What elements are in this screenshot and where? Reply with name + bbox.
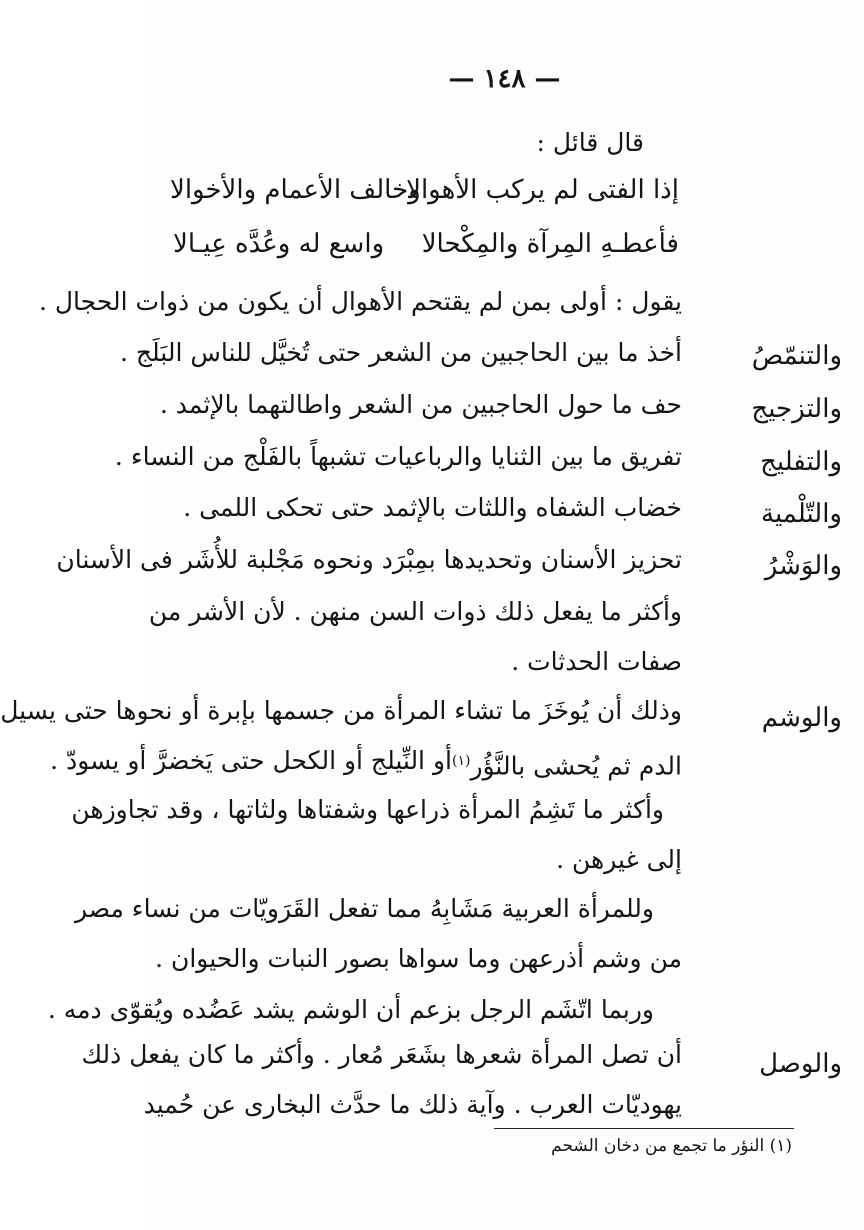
footnote-reference: (١) xyxy=(451,753,471,769)
verse-1-second-hemistich: وخالف الأعمام والأخوالا xyxy=(170,175,421,205)
washm-line-2-start: الدم ثم يُحشى بالنَّؤُر$^{(١)}$ xyxy=(451,751,682,781)
definition-tafleej: تفريق ما بين الثنايا والرباعيات تشبهاً بالفَلْج من النساء . xyxy=(114,442,682,471)
definition-washm-line-4: إلى غيرهن . xyxy=(556,845,682,874)
definition-washm-line-3: وأكثر ما تَشِمُ المرأة ذراعها وشفتاها ولثاتها ، وقد تجاوزهن xyxy=(71,795,664,824)
definition-talmiya: خضاب الشفاه واللثات بالإثمد حتى تحكى اللمى . xyxy=(183,493,682,522)
term-tazjij: والتزجيج xyxy=(751,394,842,424)
intro-line: قال قائل : xyxy=(536,128,644,157)
definition-washr-line-2: وأكثر ما يفعل ذلك ذوات السن منهن . لأن الأشر من xyxy=(148,597,682,626)
term-washr: والوَشْرُ xyxy=(764,551,842,581)
definition-tanammus: أخذ ما بين الحاجبين من الشعر حتى تُخيَّل للناس البَلَج . xyxy=(119,338,682,367)
definition-wasl-line-1: أن تصل المرأة شعرها بشَعَر مُعار . وأكثر ما كان يفعل ذلك xyxy=(81,1040,682,1069)
paragraph-1-line-1: وللمرأة العربية مَشَابِهُ مما تفعل القَرَويّات من نساء مصر xyxy=(75,894,654,923)
term-washm: والوشم xyxy=(761,703,842,733)
definition-washm-line-1: وذلك أن يُوخَزَ ما تشاء المرأة من جسمها بإبرة أو نحوها حتى يسيل xyxy=(0,696,682,725)
paragraph-1-line-2: من وشم أذرعهن وما سواها بصور النبات والحيوان . xyxy=(155,944,682,973)
term-tafleej: والتفليج xyxy=(760,447,842,477)
verse-explanation: يقول : أولى بمن لم يقتحم الأهوال أن يكون من ذوات الحجال . xyxy=(39,287,682,316)
term-tanammus: والتنمّصُ xyxy=(751,341,842,371)
footnote-divider xyxy=(494,1128,794,1129)
verse-1-first-hemistich: إذا الفتى لم يركب الأهوالا xyxy=(406,175,679,205)
verse-2-first-hemistich: فأعطـهِ المِرآة والمِكْحالا xyxy=(421,229,679,259)
term-wasl: والوصل xyxy=(759,1049,842,1079)
page-number: — ١٤٨ — xyxy=(448,64,561,94)
term-talmiya: والتّلْمية xyxy=(761,499,842,529)
washm-line-2-end: أو النِّيلج أو الكحل حتى يَخضرَّ أو يسودّ . xyxy=(50,746,452,775)
verse-2-second-hemistich: واسع له وعُدَّه عِيـالا xyxy=(173,229,385,259)
definition-washr-line-1: تحزيز الأسنان وتحديدها بمِبْرَد ونحوه مَجْلبة للأُشَر فى الأسنان xyxy=(56,545,682,574)
definition-wasl-line-2: يهوديّات العرب . وآية ذلك ما حدَّث البخارى عن حُميد xyxy=(143,1090,682,1119)
footnote: (١) النؤر ما تجمع من دخان الشحم xyxy=(551,1136,792,1156)
definition-tazjij: حف ما حول الحاجبين من الشعر واطالتهما بالإثمد . xyxy=(159,390,682,419)
definition-washr-line-3: صفات الحدثات . xyxy=(511,647,682,676)
definition-washm-line-2 xyxy=(50,741,682,781)
paragraph-2: وربما اتّشَم الرجل بزعم أن الوشم يشد عَضُده ويُقوّى دمه . xyxy=(47,995,654,1024)
